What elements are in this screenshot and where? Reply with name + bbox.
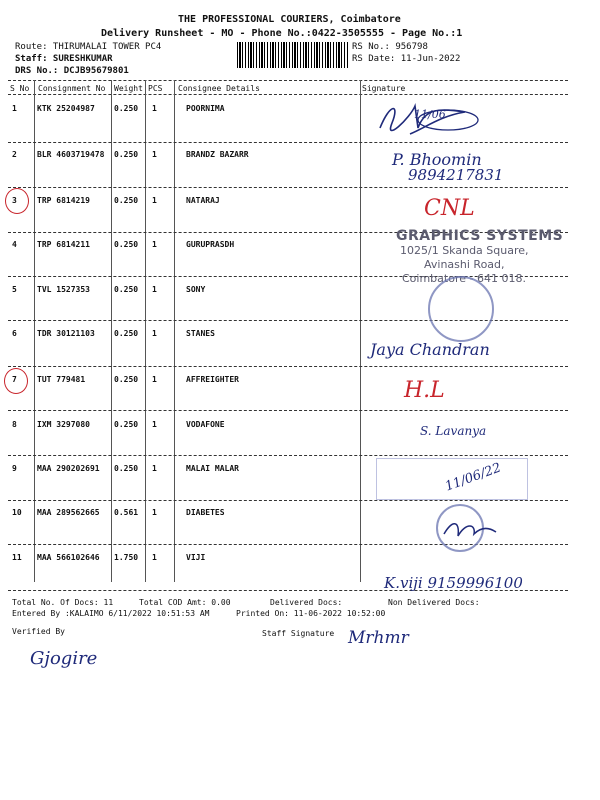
stamp-address-3: Coimbatore - 641 018. [402, 272, 526, 285]
row-consignment: IXM 3297080 [37, 420, 90, 429]
red-circle-mark [4, 368, 28, 394]
rs-no-label: RS No.: 956798 [352, 42, 428, 52]
row-pcs: 1 [152, 375, 157, 384]
row-pcs: 1 [152, 285, 157, 294]
row-consignment: TRP 6814219 [37, 196, 90, 205]
signature-row10 [440, 518, 500, 542]
barcode [237, 42, 349, 68]
row-consignment: TUT 779481 [37, 375, 86, 384]
row-consignment: BLR 4603719478 [37, 150, 105, 159]
row-weight: 1.750 [114, 553, 139, 562]
row-consignment: TDR 30121103 [37, 329, 95, 338]
row-sno: 8 [12, 420, 17, 429]
signature-row8: S. Lavanya [420, 424, 487, 438]
signature-row11: K.viji 9159996100 [384, 574, 523, 592]
row-consignee: AFFREIGHTER [186, 375, 239, 384]
delivered-docs: Delivered Docs: [270, 598, 343, 607]
signature-row2-name: P. Bhoomin [392, 150, 482, 169]
total-cod: Total COD Amt: 0.00 [139, 598, 231, 607]
verified-signature: Gjogire [30, 648, 98, 669]
row-sno: 6 [12, 329, 17, 338]
round-stamp [428, 276, 494, 342]
row-pcs: 1 [152, 150, 157, 159]
row-weight: 0.561 [114, 508, 139, 517]
row-weight: 0.250 [114, 420, 139, 429]
rs-date-label: RS Date: 11-Jun-2022 [352, 54, 461, 64]
row-consignee: GURUPRASDH [186, 240, 235, 249]
red-circle-mark [5, 188, 29, 214]
row-pcs: 1 [152, 508, 157, 517]
col-sno: S No [10, 84, 30, 93]
signature-row3: CNL [424, 196, 475, 221]
row-pcs: 1 [152, 329, 157, 338]
row-consignee: VODAFONE [186, 420, 225, 429]
stamp-address-1: 1025/1 Skanda Square, [400, 244, 529, 257]
signature-row6: Jaya Chandran [370, 340, 490, 359]
printed-on: Printed On: 11-06-2022 10:52:00 [236, 609, 386, 618]
row-sno: 7 [12, 375, 17, 384]
row-consignment: MAA 290202691 [37, 464, 100, 473]
row-weight: 0.250 [114, 375, 139, 384]
verified-by-label: Verified By [12, 627, 65, 636]
row-pcs: 1 [152, 464, 157, 473]
row-consignment: MAA 289562665 [37, 508, 100, 517]
col-consignee: Consignee Details [178, 84, 260, 93]
runsheet-title: Delivery Runsheet - MO - Phone No.:0422-3505555 - Page No.:1 [101, 28, 463, 39]
row-consignee: SONY [186, 285, 206, 294]
row-consignee: POORNIMA [186, 104, 225, 113]
company-title: THE PROFESSIONAL COURIERS, Coimbatore [178, 14, 401, 25]
row-weight: 0.250 [114, 329, 139, 338]
row-sno: 1 [12, 104, 17, 113]
staff-signature-label: Staff Signature [262, 629, 335, 638]
row-pcs: 1 [152, 553, 157, 562]
row-consignment: TRP 6814211 [37, 240, 90, 249]
row-sno: 5 [12, 285, 17, 294]
row-sno: 4 [12, 240, 17, 249]
row-weight: 0.250 [114, 104, 139, 113]
row-sno: 9 [12, 464, 17, 473]
stamp-company: GRAPHICS SYSTEMS [396, 228, 564, 244]
staff-label: Staff: SURESHKUMAR [15, 54, 113, 64]
row-consignee: MALAI MALAR [186, 464, 239, 473]
signature-row1-date: 11/06 [414, 108, 446, 121]
stamp-address-2: Avinashi Road, [424, 258, 505, 271]
row-sno: 2 [12, 150, 17, 159]
row-consignee: DIABETES [186, 508, 225, 517]
route-label: Route: THIRUMALAI TOWER PC4 [15, 42, 162, 52]
signature-row9-date: 11/06/22 [443, 460, 504, 495]
entered-by: Entered By :KALAIMO 6/11/2022 10:51:53 AM [12, 609, 210, 618]
row-consignment: TVL 1527353 [37, 285, 90, 294]
col-signature: Signature [362, 84, 406, 93]
row-sno: 10 [12, 508, 22, 517]
row-consignment: KTK 25204987 [37, 104, 95, 113]
staff-signature: Mrhmr [348, 628, 409, 648]
row-pcs: 1 [152, 104, 157, 113]
row-consignee: BRANDZ BAZARR [186, 150, 249, 159]
row-weight: 0.250 [114, 464, 139, 473]
signature-row2-phone: 9894217831 [408, 166, 504, 184]
row-weight: 0.250 [114, 285, 139, 294]
row-sno: 11 [12, 553, 22, 562]
row-weight: 0.250 [114, 150, 139, 159]
row-consignee: NATARAJ [186, 196, 220, 205]
col-pcs: PCS [148, 84, 163, 93]
col-weight: Weight [114, 84, 143, 93]
drs-label: DRS No.: DCJB95679801 [15, 66, 129, 76]
row-pcs: 1 [152, 420, 157, 429]
row-pcs: 1 [152, 196, 157, 205]
row-weight: 0.250 [114, 240, 139, 249]
total-docs: Total No. Of Docs: 11 [12, 598, 114, 607]
row-pcs: 1 [152, 240, 157, 249]
row-consignment: MAA 566102646 [37, 553, 100, 562]
row-sno: 3 [12, 196, 17, 205]
non-delivered-docs: Non Delivered Docs: [388, 598, 480, 607]
signature-row7: H.L [404, 378, 445, 403]
col-consignment: Consignment No [38, 84, 106, 93]
row-consignee: STANES [186, 329, 215, 338]
row-weight: 0.250 [114, 196, 139, 205]
row-consignee: VIJI [186, 553, 206, 562]
